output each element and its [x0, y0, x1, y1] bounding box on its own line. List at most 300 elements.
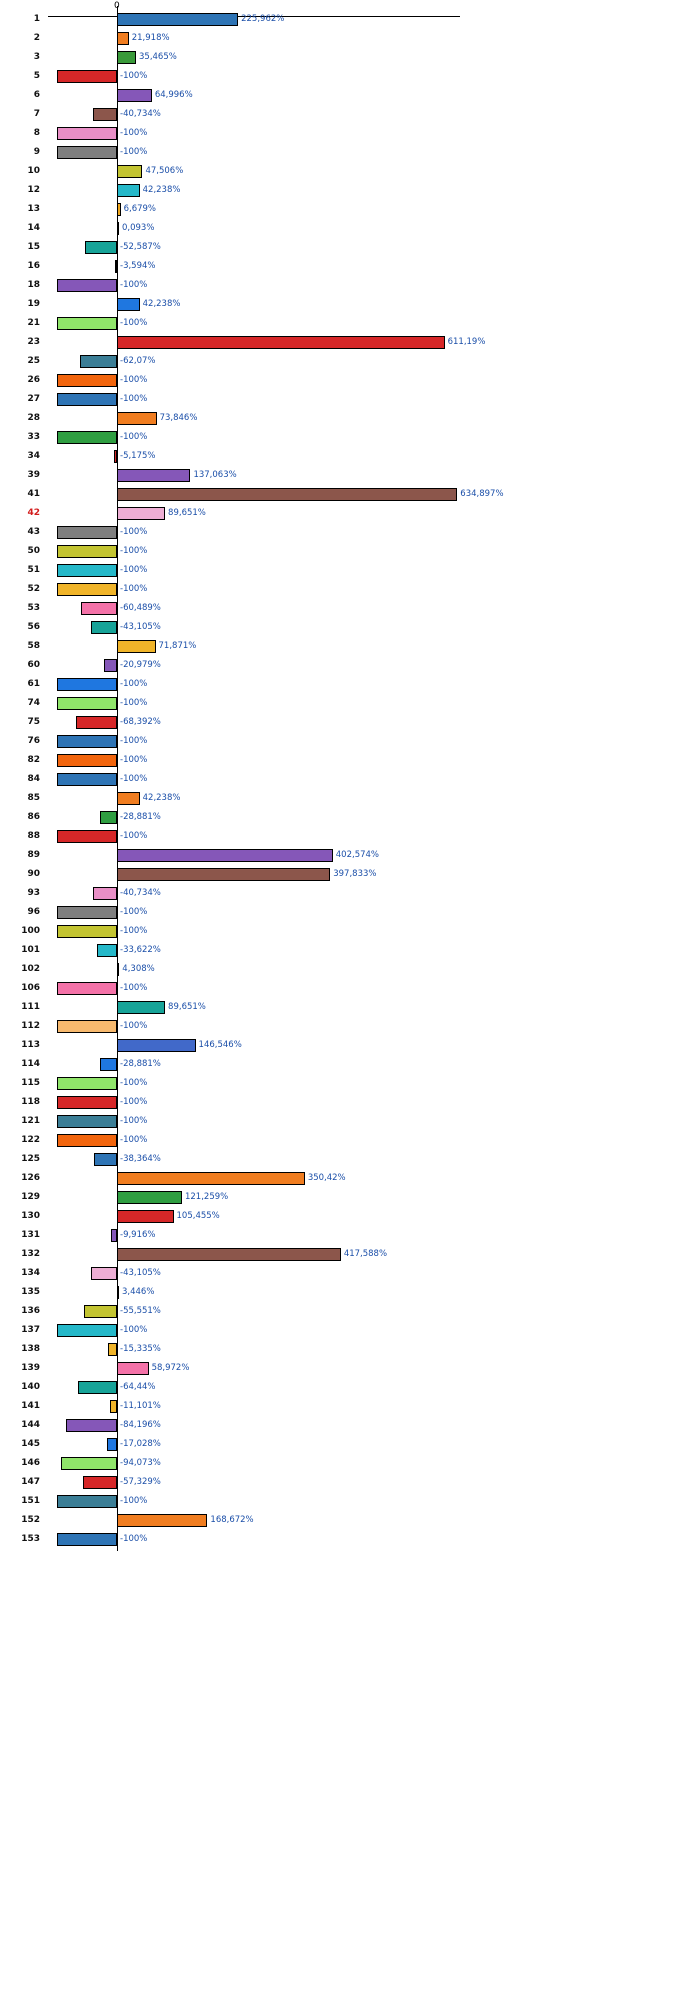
value-label: 3,446%	[122, 1287, 155, 1297]
bar	[117, 1286, 119, 1299]
bar-row	[0, 1416, 700, 1435]
bar	[117, 1001, 165, 1014]
value-label: -28,881%	[120, 812, 161, 822]
category-label: 111	[21, 1002, 40, 1012]
bar	[57, 697, 117, 710]
value-label: 4,308%	[122, 964, 155, 974]
bar-row	[0, 998, 700, 1017]
bar	[57, 279, 117, 292]
bar-row	[0, 1055, 700, 1074]
bar	[110, 1400, 117, 1413]
value-label: -100%	[120, 318, 148, 328]
bar-row	[0, 979, 700, 998]
bar	[108, 1343, 117, 1356]
value-label: -100%	[120, 1135, 148, 1145]
bar	[84, 1305, 117, 1318]
value-label: -9,916%	[120, 1230, 156, 1240]
category-label: 84	[27, 774, 40, 784]
bar-row	[0, 1245, 700, 1264]
value-label: -100%	[120, 1021, 148, 1031]
category-label: 146	[21, 1458, 40, 1468]
category-label: 136	[21, 1306, 40, 1316]
bar	[93, 108, 117, 121]
value-label: -100%	[120, 983, 148, 993]
category-label: 153	[21, 1534, 40, 1544]
bar	[117, 849, 333, 862]
value-label: 71,871%	[158, 641, 197, 651]
bar-row	[0, 257, 700, 276]
value-label: -52,587%	[120, 242, 161, 252]
category-label: 8	[33, 128, 40, 138]
value-label: 73,846%	[159, 413, 198, 423]
value-label: -100%	[120, 1325, 148, 1335]
bar	[117, 792, 140, 805]
bar-row	[0, 390, 700, 409]
bar	[57, 1495, 117, 1508]
category-label: 51	[27, 565, 40, 575]
bar-row	[0, 903, 700, 922]
value-label: -33,622%	[120, 945, 161, 955]
bar-row	[0, 523, 700, 542]
value-label: 168,672%	[210, 1515, 254, 1525]
bar-row	[0, 200, 700, 219]
bar	[117, 488, 457, 501]
value-label: -100%	[120, 736, 148, 746]
bar	[57, 678, 117, 691]
value-label: -100%	[120, 698, 148, 708]
bar-row	[0, 1302, 700, 1321]
category-label: 9	[33, 147, 40, 157]
category-label: 131	[21, 1230, 40, 1240]
bar-row	[0, 1093, 700, 1112]
value-label: -100%	[120, 831, 148, 841]
bar	[117, 1248, 341, 1261]
bar-row	[0, 1340, 700, 1359]
bar-row	[0, 238, 700, 257]
bar-row	[0, 1264, 700, 1283]
bar-row	[0, 789, 700, 808]
value-label: 225,962%	[241, 14, 285, 24]
bar	[61, 1457, 117, 1470]
category-label: 96	[27, 907, 40, 917]
category-label: 2	[33, 33, 40, 43]
bar	[57, 1115, 117, 1128]
category-label: 122	[21, 1135, 40, 1145]
bar	[117, 412, 157, 425]
category-label: 16	[27, 261, 40, 271]
category-label: 10	[27, 166, 40, 176]
bar	[117, 1172, 305, 1185]
value-label: -100%	[120, 907, 148, 917]
bar-row	[0, 1226, 700, 1245]
value-label: 89,651%	[168, 1002, 206, 1012]
bar-row	[0, 1378, 700, 1397]
category-label: 114	[21, 1059, 40, 1069]
bar	[111, 1229, 117, 1242]
category-label: 144	[21, 1420, 40, 1430]
value-label: 21,918%	[131, 33, 170, 43]
value-label: -28,881%	[120, 1059, 161, 1069]
category-label: 50	[27, 546, 40, 556]
category-label: 53	[27, 603, 40, 613]
category-label: 152	[21, 1515, 40, 1525]
bar	[117, 507, 165, 520]
bar-row	[0, 162, 700, 181]
value-label: 611,19%	[447, 337, 486, 347]
bar-row	[0, 105, 700, 124]
bar-row	[0, 1188, 700, 1207]
category-label: 41	[27, 489, 40, 499]
value-label: -100%	[120, 128, 148, 138]
bar	[76, 716, 117, 729]
category-label: 113	[21, 1040, 40, 1050]
category-label: 139	[21, 1363, 40, 1373]
category-label: 1	[33, 14, 40, 24]
category-label: 14	[27, 223, 40, 233]
bar	[107, 1438, 117, 1451]
bar	[57, 431, 117, 444]
value-label: 58,972%	[151, 1363, 190, 1373]
category-label: 3	[33, 52, 40, 62]
category-label: 125	[21, 1154, 40, 1164]
value-label: -100%	[120, 147, 148, 157]
bar	[57, 393, 117, 406]
bar-row	[0, 751, 700, 770]
bar	[80, 355, 117, 368]
bar	[57, 374, 117, 387]
category-label: 129	[21, 1192, 40, 1202]
bar-row	[0, 124, 700, 143]
category-label: 7	[33, 109, 40, 119]
bar	[57, 830, 117, 843]
bar	[115, 260, 117, 273]
bar	[57, 773, 117, 786]
value-label: -100%	[120, 584, 148, 594]
value-label: -55,551%	[120, 1306, 161, 1316]
bar-row	[0, 922, 700, 941]
category-label: 74	[27, 698, 40, 708]
bar-row	[0, 352, 700, 371]
bar-row	[0, 827, 700, 846]
category-label: 18	[27, 280, 40, 290]
bar-row	[0, 770, 700, 789]
category-label: 19	[27, 299, 40, 309]
category-label: 118	[21, 1097, 40, 1107]
bar	[117, 184, 140, 197]
category-label: 151	[21, 1496, 40, 1506]
bar	[57, 754, 117, 767]
bar	[57, 526, 117, 539]
bar	[117, 1514, 207, 1527]
value-label: -62,07%	[120, 356, 156, 366]
bar-row	[0, 732, 700, 751]
value-label: -100%	[120, 1534, 148, 1544]
bar	[57, 1077, 117, 1090]
bar-row	[0, 67, 700, 86]
bar-row	[0, 48, 700, 67]
category-label: 86	[27, 812, 40, 822]
bar	[97, 944, 117, 957]
value-label: -100%	[120, 546, 148, 556]
bar-row	[0, 694, 700, 713]
value-label: -20,979%	[120, 660, 161, 670]
bar	[57, 1020, 117, 1033]
category-label: 115	[21, 1078, 40, 1088]
value-label: 634,897%	[460, 489, 504, 499]
value-label: -17,028%	[120, 1439, 161, 1449]
category-label: 89	[27, 850, 40, 860]
bar	[91, 621, 117, 634]
bar-row	[0, 29, 700, 48]
category-label: 100	[21, 926, 40, 936]
category-label: 135	[21, 1287, 40, 1297]
bar	[57, 1096, 117, 1109]
category-label: 23	[27, 337, 40, 347]
value-label: -100%	[120, 280, 148, 290]
bar	[117, 1039, 196, 1052]
category-label: 61	[27, 679, 40, 689]
category-label: 85	[27, 793, 40, 803]
bar	[57, 1324, 117, 1337]
value-label: 35,465%	[139, 52, 177, 62]
bar-row	[0, 1435, 700, 1454]
category-label: 147	[21, 1477, 40, 1487]
bar	[104, 659, 117, 672]
value-label: -60,489%	[120, 603, 161, 613]
category-label: 75	[27, 717, 40, 727]
zero-tick-label: 0	[114, 1, 120, 11]
bar-row	[0, 295, 700, 314]
category-label: 145	[21, 1439, 40, 1449]
bar	[57, 925, 117, 938]
bar-row	[0, 1530, 700, 1549]
bar-row	[0, 618, 700, 637]
bar	[57, 735, 117, 748]
bar	[117, 222, 119, 235]
bar	[57, 1533, 117, 1546]
bar	[91, 1267, 117, 1280]
bar	[57, 70, 117, 83]
bar-row	[0, 1283, 700, 1302]
bar	[57, 317, 117, 330]
category-label: 141	[21, 1401, 40, 1411]
value-label: -100%	[120, 1097, 148, 1107]
bar-row	[0, 713, 700, 732]
category-label: 132	[21, 1249, 40, 1259]
category-label: 101	[21, 945, 40, 955]
value-label: -43,105%	[120, 622, 161, 632]
value-label: -3,594%	[120, 261, 156, 271]
bar	[57, 545, 117, 558]
bar-row	[0, 1131, 700, 1150]
bar-rows	[0, 10, 700, 1549]
bar-row	[0, 542, 700, 561]
bar	[117, 165, 142, 178]
bar	[78, 1381, 117, 1394]
bar	[117, 51, 136, 64]
category-label: 42	[27, 508, 40, 518]
category-label: 88	[27, 831, 40, 841]
bar-row	[0, 580, 700, 599]
bar-row	[0, 10, 700, 29]
category-label: 126	[21, 1173, 40, 1183]
value-label: 397,833%	[333, 869, 377, 879]
value-label: -100%	[120, 926, 148, 936]
bar	[117, 89, 152, 102]
bar-row	[0, 1112, 700, 1131]
category-label: 15	[27, 242, 40, 252]
category-label: 58	[27, 641, 40, 651]
bar-row	[0, 485, 700, 504]
value-label: 0,093%	[122, 223, 155, 233]
value-label: 417,588%	[343, 1249, 388, 1259]
value-label: -100%	[120, 432, 148, 442]
bar	[57, 583, 117, 596]
bar	[83, 1476, 117, 1489]
category-label: 52	[27, 584, 40, 594]
bar	[117, 1191, 182, 1204]
value-label: -15,335%	[120, 1344, 161, 1354]
bar-row	[0, 1321, 700, 1340]
bar	[117, 868, 330, 881]
value-label: -68,392%	[120, 717, 161, 727]
category-label: 102	[21, 964, 40, 974]
bar-row	[0, 1169, 700, 1188]
category-label: 93	[27, 888, 40, 898]
value-label: -100%	[120, 527, 148, 537]
value-label: -100%	[120, 1116, 148, 1126]
bar-row	[0, 1397, 700, 1416]
bar-row	[0, 599, 700, 618]
bar-row	[0, 504, 700, 523]
bar	[57, 127, 117, 140]
bar	[117, 32, 129, 45]
bar	[57, 564, 117, 577]
bar-row	[0, 960, 700, 979]
bar	[117, 963, 119, 976]
bar	[85, 241, 117, 254]
bar	[57, 906, 117, 919]
bar-row	[0, 181, 700, 200]
value-label: -100%	[120, 375, 148, 385]
bar-row	[0, 1511, 700, 1530]
bar	[93, 887, 117, 900]
bar-row	[0, 675, 700, 694]
value-label: 402,574%	[335, 850, 379, 860]
category-label: 26	[27, 375, 40, 385]
category-label: 21	[27, 318, 40, 328]
value-label: -64,44%	[120, 1382, 156, 1392]
bar-row	[0, 447, 700, 466]
value-label: -43,105%	[120, 1268, 161, 1278]
value-label: -100%	[120, 755, 148, 765]
bar	[94, 1153, 117, 1166]
bar	[117, 203, 121, 216]
bar-row	[0, 865, 700, 884]
category-label: 28	[27, 413, 40, 423]
value-label: -100%	[120, 679, 148, 689]
value-label: -40,734%	[120, 888, 161, 898]
bar	[114, 450, 117, 463]
bar-row	[0, 941, 700, 960]
bar-row	[0, 1454, 700, 1473]
bar	[81, 602, 117, 615]
bar-row	[0, 219, 700, 238]
bar-row	[0, 466, 700, 485]
bar	[117, 13, 238, 26]
value-label: -100%	[120, 1496, 148, 1506]
bar	[117, 469, 190, 482]
value-label: -38,364%	[120, 1154, 161, 1164]
category-label: 60	[27, 660, 40, 670]
value-label: -100%	[120, 71, 148, 81]
value-label: -100%	[120, 565, 148, 575]
bar	[57, 982, 117, 995]
bar	[57, 1134, 117, 1147]
bar	[66, 1419, 117, 1432]
value-label: 89,651%	[168, 508, 206, 518]
bar-row	[0, 656, 700, 675]
bar-row	[0, 846, 700, 865]
value-label: 146,546%	[198, 1040, 242, 1050]
value-label: -94,073%	[120, 1458, 161, 1468]
bar	[117, 640, 156, 653]
category-label: 134	[21, 1268, 40, 1278]
bar	[117, 1362, 149, 1375]
value-label: -100%	[120, 394, 148, 404]
value-label: 42,238%	[142, 299, 181, 309]
bar-row	[0, 1017, 700, 1036]
bar	[57, 146, 117, 159]
category-label: 90	[27, 869, 40, 879]
category-label: 43	[27, 527, 40, 537]
value-label: 350,42%	[307, 1173, 346, 1183]
category-label: 12	[27, 185, 40, 195]
value-label: -100%	[120, 774, 148, 784]
bar-row	[0, 808, 700, 827]
bar-row	[0, 409, 700, 428]
category-label: 25	[27, 356, 40, 366]
value-label: -100%	[120, 1078, 148, 1088]
bar-row	[0, 86, 700, 105]
bar-row	[0, 1473, 700, 1492]
value-label: 42,238%	[142, 793, 181, 803]
bar-row	[0, 276, 700, 295]
category-label: 76	[27, 736, 40, 746]
category-label: 106	[21, 983, 40, 993]
bar	[117, 298, 140, 311]
value-label: -11,101%	[120, 1401, 161, 1411]
bar-row	[0, 637, 700, 656]
bar	[100, 1058, 117, 1071]
bar-row	[0, 371, 700, 390]
value-label: 64,996%	[154, 90, 193, 100]
category-label: 130	[21, 1211, 40, 1221]
bar-row	[0, 1074, 700, 1093]
category-label: 13	[27, 204, 40, 214]
bar-row	[0, 561, 700, 580]
value-label: 121,259%	[184, 1192, 229, 1202]
value-label: -57,329%	[120, 1477, 161, 1487]
category-label: 39	[27, 470, 40, 480]
bar-row	[0, 143, 700, 162]
value-label: 137,063%	[193, 470, 237, 480]
category-label: 121	[21, 1116, 40, 1126]
category-label: 5	[33, 71, 40, 81]
category-label: 33	[27, 432, 40, 442]
bar-row	[0, 884, 700, 903]
bar	[100, 811, 117, 824]
